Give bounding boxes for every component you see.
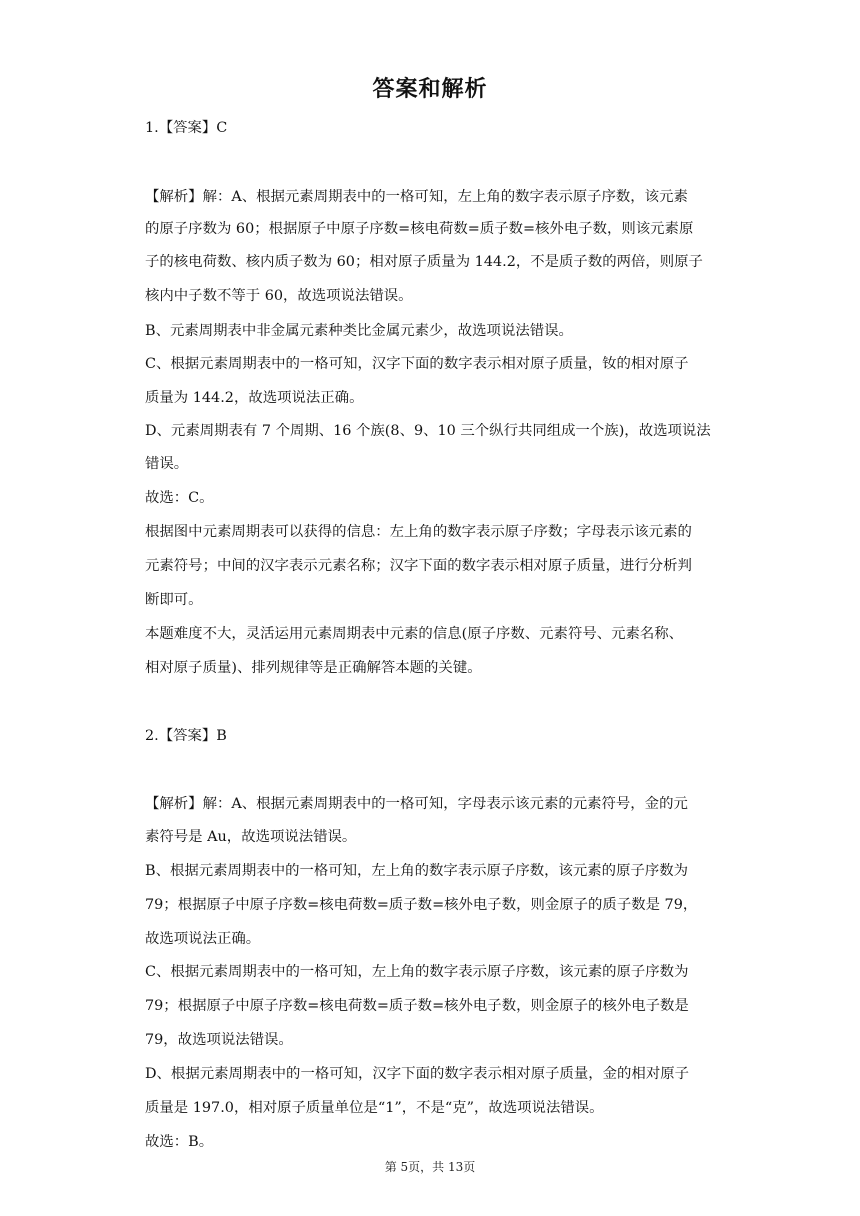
analysis-1-line: 相对原子质量)、排列规律等是正确解答本题的关键。 — [145, 660, 482, 676]
analysis-2-line: 质量是 197.0，相对原子质量单位是“1”，不是“克”，故选项说法错误。 — [145, 1100, 604, 1116]
analysis-1-line: D、元素周期表有 7 个周期、16 个族(8、9、10 三个纵行共同组成一个族)，故选项说法 — [145, 423, 711, 439]
analysis-1-line: 【解析】解：A、根据元素周期表中的一格可知，左上角的数字表示原子序数，该元素 — [145, 189, 688, 205]
analysis-2-line: 【解析】解：A、根据元素周期表中的一格可知，字母表示该元素的元素符号，金的元 — [145, 796, 688, 812]
analysis-1-line: 根据图中元素周期表可以获得的信息：左上角的数字表示原子序数；字母表示该元素的 — [145, 524, 692, 540]
analysis-1-line: C、根据元素周期表中的一格可知，汉字下面的数字表示相对原子质量，钕的相对原子 — [145, 356, 689, 372]
analysis-1-line: 故选：C。 — [145, 490, 214, 506]
analysis-1-line: 的原子序数为 60；根据原子中原子序数=核电荷数=质子数=核外电子数，则该元素原 — [145, 221, 694, 237]
analysis-1-line: 子的核电荷数、核内质子数为 60；相对原子质量为 144.2，不是质子数的两倍，则原子 — [145, 254, 703, 270]
analysis-2-line: 79，故选项说法错误。 — [145, 1032, 293, 1048]
analysis-1-line: 核内中子数不等于 60，故选项说法错误。 — [145, 288, 413, 304]
analysis-2-line: 79；根据原子中原子序数=核电荷数=质子数=核外电子数，则金原子的核外电子数是 — [145, 998, 689, 1014]
page-number-footer: 第 5页，共 13页 — [384, 1160, 476, 1174]
analysis-1-line: B、元素周期表中非金属元素种类比金属元素少，故选项说法错误。 — [145, 323, 573, 339]
analysis-2-line: B、根据元素周期表中的一格可知，左上角的数字表示原子序数，该元素的原子序数为 — [145, 863, 689, 879]
page-title: 答案和解析 — [372, 77, 488, 102]
analysis-1-line: 本题难度不大，灵活运用元素周期表中元素的信息(原子序数、元素符号、元素名称、 — [145, 626, 684, 642]
answer-2: 2.【答案】B — [145, 728, 227, 744]
analysis-2-line: 故选：B。 — [145, 1134, 214, 1150]
analysis-1-line: 元素符号；中间的汉字表示元素名称；汉字下面的数字表示相对原子质量，进行分析判 — [145, 558, 692, 574]
analysis-1-line: 质量为 144.2，故选项说法正确。 — [145, 390, 364, 406]
analysis-2-line: C、根据元素周期表中的一格可知，左上角的数字表示原子序数，该元素的原子序数为 — [145, 964, 689, 980]
analysis-1-line: 断即可。 — [145, 592, 203, 608]
analysis-1-line: 错误。 — [145, 456, 189, 472]
analysis-2-line: 故选项说法正确。 — [145, 931, 261, 947]
answer-1: 1.【答案】C — [145, 120, 228, 136]
analysis-2-line: D、根据元素周期表中的一格可知，汉字下面的数字表示相对原子质量，金的相对原子 — [145, 1066, 689, 1082]
analysis-2-line: 素符号是 Au，故选项说法错误。 — [145, 829, 357, 845]
analysis-2-line: 79；根据原子中原子序数=核电荷数=质子数=核外电子数，则金原子的质子数是 79， — [145, 897, 698, 913]
